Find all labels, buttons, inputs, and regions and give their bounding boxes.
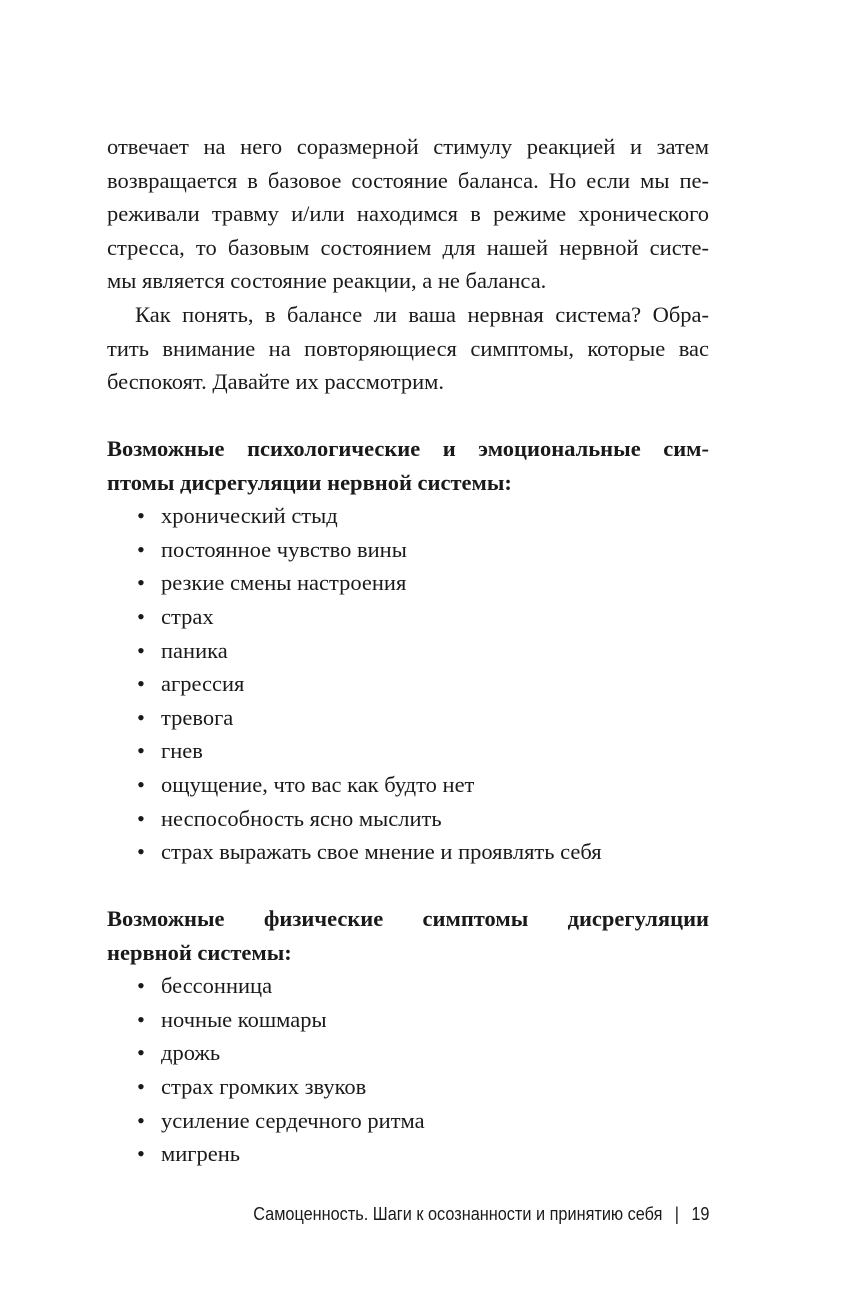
- section-heading: Возможные психологические и эмоциональные сим-: [107, 436, 709, 461]
- list-item: [107, 533, 709, 567]
- list-item-text: дрожь: [161, 1040, 221, 1066]
- list-item: [107, 634, 709, 668]
- paragraph-2: [107, 298, 709, 399]
- list-item: [107, 1137, 709, 1171]
- list-item-text: резкие смены настроения: [161, 570, 407, 596]
- list-item-text: страх громких звуков: [161, 1073, 367, 1099]
- list-item-text: усиление сердечного ритма: [161, 1107, 425, 1133]
- list-item-text: ощущение, что вас как будто нет: [161, 771, 475, 797]
- list-item-text: бессонница: [161, 973, 273, 999]
- symptom-list: [107, 969, 709, 1171]
- list-item-text: постоянное чувство вины: [161, 536, 407, 562]
- bullet-icon: •: [137, 1107, 145, 1133]
- bullet-icon: •: [137, 805, 145, 831]
- text-line: мы является состояние реакции, а не баланса.: [107, 268, 547, 294]
- list-item-text: гнев: [161, 738, 203, 764]
- list-item: [107, 1036, 709, 1070]
- text-line: беспокоят. Давайте их рассмотрим.: [107, 369, 445, 395]
- list-item-text: паника: [161, 637, 228, 663]
- section-physical-symptoms: [107, 902, 709, 1171]
- list-item-text: ночные кошмары: [161, 1006, 327, 1032]
- page-number: 19: [690, 1203, 709, 1224]
- section-heading: птомы дисрегуляции нервной системы:: [107, 469, 512, 495]
- list-item: [107, 802, 709, 836]
- section-heading: нервной системы:: [107, 939, 292, 965]
- bullet-icon: •: [137, 704, 145, 730]
- list-item-text: агрессия: [161, 671, 245, 697]
- paragraph-1: [107, 130, 709, 298]
- footer-separator: |: [674, 1203, 679, 1224]
- bullet-icon: •: [137, 839, 145, 865]
- bullet-icon: •: [137, 771, 145, 797]
- list-item: [107, 734, 709, 768]
- list-item: [107, 969, 709, 1003]
- list-item: [107, 1003, 709, 1037]
- bullet-icon: •: [137, 1141, 145, 1167]
- list-item: [107, 667, 709, 701]
- list-item-text: тревога: [161, 704, 234, 730]
- list-item: [107, 566, 709, 600]
- list-item: [107, 499, 709, 533]
- list-item: [107, 835, 709, 869]
- list-item-text: мигрень: [161, 1141, 241, 1167]
- section-heading: Возможные физические симптомы дисрегуляции: [107, 906, 709, 931]
- text-line: стресса, то базовым состоянием для нашей нервной систе-: [107, 234, 709, 260]
- page-footer: [253, 1200, 709, 1228]
- text-line: отвечает на него соразмерной стимулу реакцией и затем: [107, 134, 709, 159]
- section-psychological-symptoms: [107, 432, 709, 869]
- bullet-icon: •: [137, 1006, 145, 1032]
- text-line: тить внимание на повторяющиеся симптомы, которые вас: [107, 335, 709, 361]
- text-line: реживали травму и/или находимся в режиме хронического: [107, 201, 709, 227]
- bullet-icon: •: [137, 671, 145, 697]
- text-line: возвращается в базовое состояние баланса. Но если мы пе-: [107, 167, 709, 193]
- bullet-icon: •: [137, 1073, 145, 1099]
- list-item-text: хронический стыд: [161, 503, 338, 529]
- bullet-icon: •: [137, 536, 145, 562]
- bullet-icon: •: [137, 603, 145, 629]
- list-item: [107, 1070, 709, 1104]
- bullet-icon: •: [137, 1040, 145, 1066]
- list-item-text: неспособность ясно мыслить: [161, 805, 442, 831]
- list-item: [107, 768, 709, 802]
- bullet-icon: •: [137, 637, 145, 663]
- bullet-icon: •: [137, 570, 145, 596]
- bullet-icon: •: [137, 738, 145, 764]
- list-item: [107, 1104, 709, 1138]
- list-item-text: страх выражать свое мнение и проявлять себя: [161, 839, 602, 865]
- text-line: Как понять, в балансе ли ваша нервная система? Обра-: [135, 302, 709, 327]
- list-item-text: страх: [161, 603, 214, 629]
- running-title: Самоценность. Шаги к осознанности и принятию себя: [252, 1203, 663, 1224]
- list-item: [107, 701, 709, 735]
- bullet-icon: •: [137, 503, 145, 529]
- list-item: [107, 600, 709, 634]
- symptom-list: [107, 499, 709, 869]
- bullet-icon: •: [137, 973, 145, 999]
